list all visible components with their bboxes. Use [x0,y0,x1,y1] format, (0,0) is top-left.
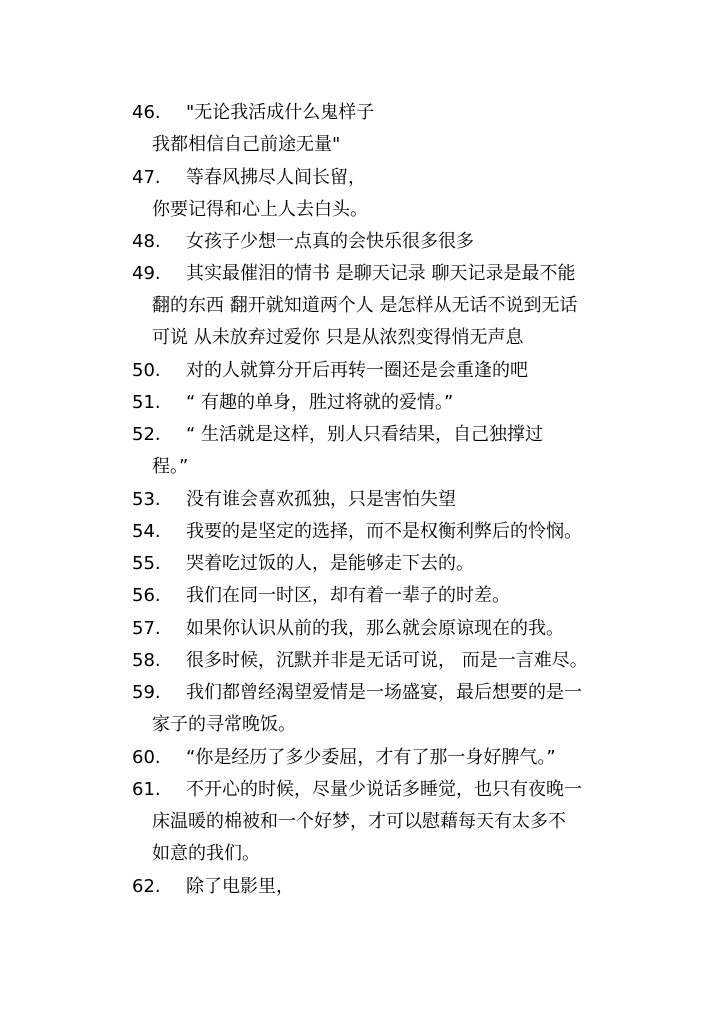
item-number: 48. [132,231,161,252]
item-text: 对的人就算分开后再转一圈还是会重逢的吧 [186,360,528,381]
item-number: 51. [132,392,161,413]
item-number: 60. [132,747,161,768]
item-number: 57. [132,618,161,639]
item-text: 哭着吃过饭的人，是能够走下去的。 [186,553,474,574]
item-text: "无论我活成什么鬼样子 [186,102,375,123]
item-text: 没有谁会喜欢孤独，只是害怕失望 [186,489,456,510]
item-number: 49. [132,263,161,284]
item-text: 床温暖的棉被和一个好梦，才可以慰藉每天有太多不 [152,811,566,832]
item-number: 47. [132,167,161,188]
item-text: “ 生活就是这样，别人只看结果，自己独撑过 [186,424,544,445]
item-text: 程。” [152,456,189,477]
item-number: 54. [132,521,161,542]
item-text: 我们都曾经渴望爱情是一场盛宴，最后想要的是一 [186,682,582,703]
item-number: 55. [132,553,161,574]
item-text: 可说 从未放弃过爱你 只是从浓烈变得悄无声息 [152,327,524,348]
item-number: 50. [132,360,161,381]
item-text: 我要的是坚定的选择，而不是权衡利弊后的怜悯。 [186,521,582,542]
item-text: “你是经历了多少委屈，才有了那一身好脾气。” [186,747,556,768]
item-text: 除了电影里， [186,876,294,897]
item-number: 61. [132,779,161,800]
item-number: 59. [132,682,161,703]
item-text: 女孩子少想一点真的会快乐很多很多 [186,231,474,252]
item-text: 家子的寻常晚饭。 [152,714,296,735]
item-number: 53. [132,489,161,510]
item-text: “ 有趣的单身，胜过将就的爱情。” [186,392,454,413]
item-text: 如意的我们。 [152,843,260,864]
item-number: 62. [132,876,161,897]
item-text: 我都相信自己前途无量" [152,134,341,155]
item-text: 很多时候，沉默并非是无话可说， 而是一言难尽。 [186,650,588,671]
item-text: 我们在同一时区，却有着一辈子的时差。 [186,585,510,606]
item-number: 56. [132,585,161,606]
item-text: 其实最催泪的情书 是聊天记录 聊天记录是最不能 [186,263,576,284]
item-number: 52. [132,424,161,445]
item-text: 你要记得和心上人去白头。 [152,199,368,220]
item-number: 46. [132,102,161,123]
item-text: 不开心的时候，尽量少说话多睡觉，也只有夜晚一 [186,779,582,800]
item-text: 翻的东西 翻开就知道两个人 是怎样从无话不说到无话 [152,295,578,316]
item-number: 58. [132,650,161,671]
item-text: 等春风拂尽人间长留， [186,167,366,188]
item-text: 如果你认识从前的我，那么就会原谅现在的我。 [186,618,564,639]
